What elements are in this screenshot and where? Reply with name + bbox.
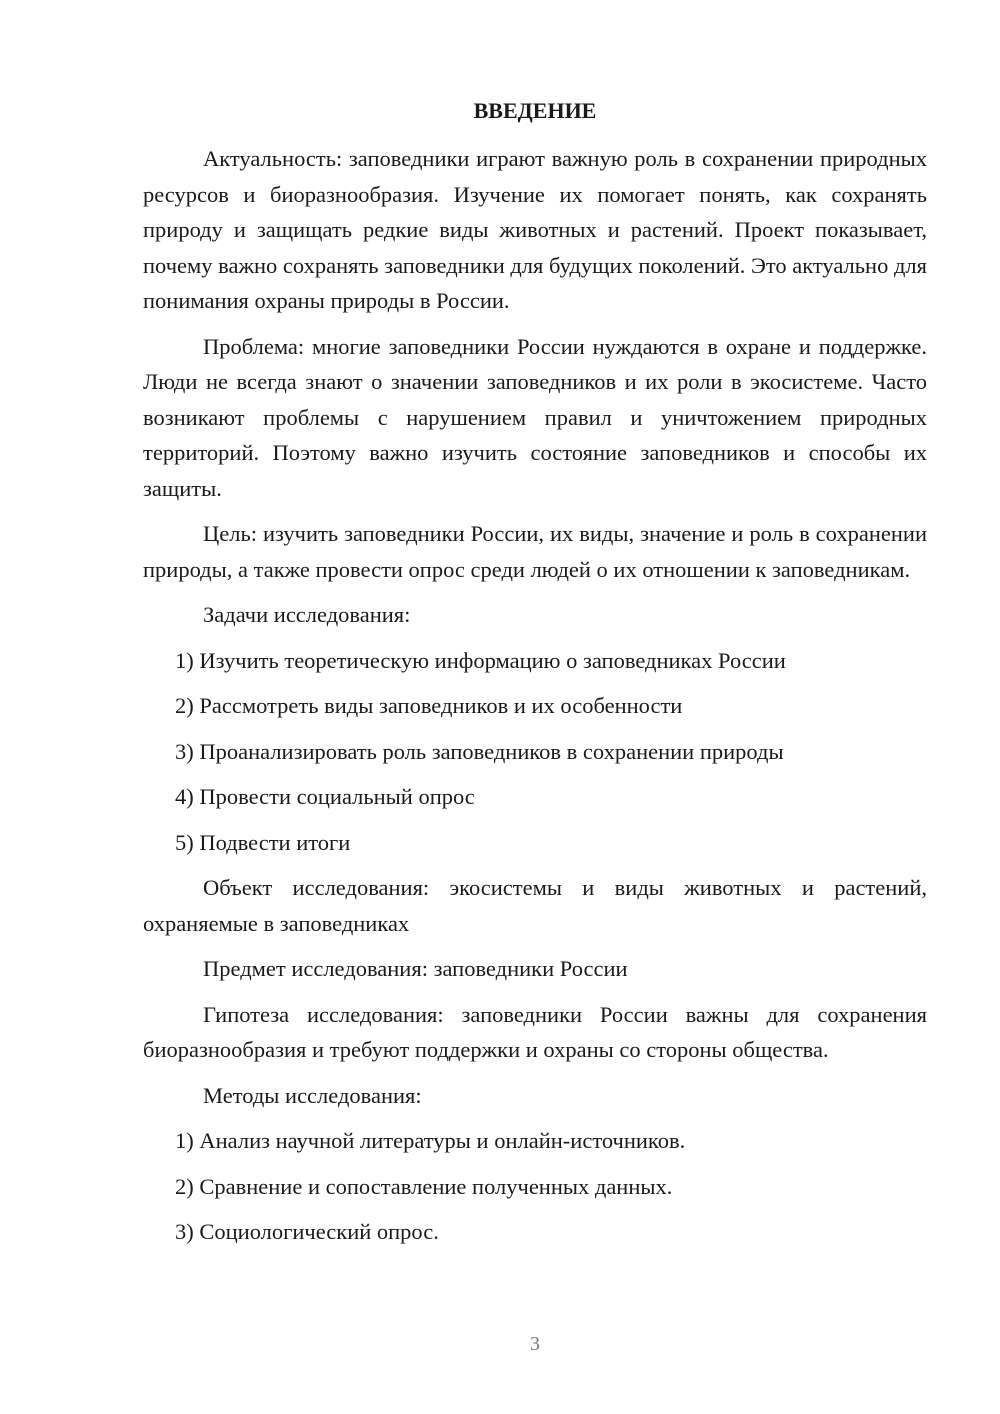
method-item: 1) Анализ научной литературы и онлайн-источников.	[175, 1128, 686, 1153]
task-item: 1) Изучить теоретическую информацию о заповедниках России	[175, 647, 786, 673]
methods-heading: Методы исследования:	[203, 1082, 422, 1108]
problem-paragraph: Проблема: многие заповедники России нуждаются в охране и поддержке. Люди не всегда знают о значении заповедников и их роли в экосистеме. Часто возникают проблемы с нарушением правил и уничтожением природных территорий. Поэтому важно изучить состояние заповедников и способы их защиты.	[143, 333, 927, 501]
task-item: 5) Подвести итоги	[175, 829, 351, 855]
task-item: 3) Проанализировать роль заповедников в сохранении природы	[175, 738, 784, 764]
method-item: 2) Сравнение и сопоставление полученных данных.	[175, 1173, 673, 1199]
document-page	[143, 0, 927, 1414]
relevance-paragraph: Актуальность: заповедники играют важную роль в сохранении природных ресурсов и биоразнообразия. Изучение их помогает понять, как сохранять природу и защищать редкие виды животных и растений. Проект показывает, почему важно сохранять заповедники для будущих поколений. Это актуально для понимания охраны природы в России.	[143, 146, 927, 313]
task-item: 2) Рассмотреть виды заповедников и их особенности	[175, 693, 683, 718]
task-item: 4) Провести социальный опрос	[175, 784, 475, 809]
section-body	[143, 141, 927, 1260]
goal-paragraph: Цель: изучить заповедники России, их виды, значение и роль в сохранении природы, а также провести опрос среди людей о их отношении к заповедникам.	[143, 521, 927, 582]
tasks-heading: Задачи исследования:	[203, 602, 411, 627]
section-title: ВВЕДЕНИЕ	[473, 98, 597, 123]
hypothesis-paragraph: Гипотеза исследования: заповедники России важны для сохранения биоразнообразия и требуют поддержки и охраны со стороны общества.	[143, 1001, 927, 1062]
object-paragraph: Объект исследования: экосистемы и виды животных и растений, охраняемые в заповедниках	[143, 875, 927, 936]
subject-paragraph: Предмет исследования: заповедники России	[203, 956, 628, 981]
page-number: 3	[530, 1333, 540, 1355]
method-item: 3) Социологический опрос.	[175, 1219, 439, 1244]
